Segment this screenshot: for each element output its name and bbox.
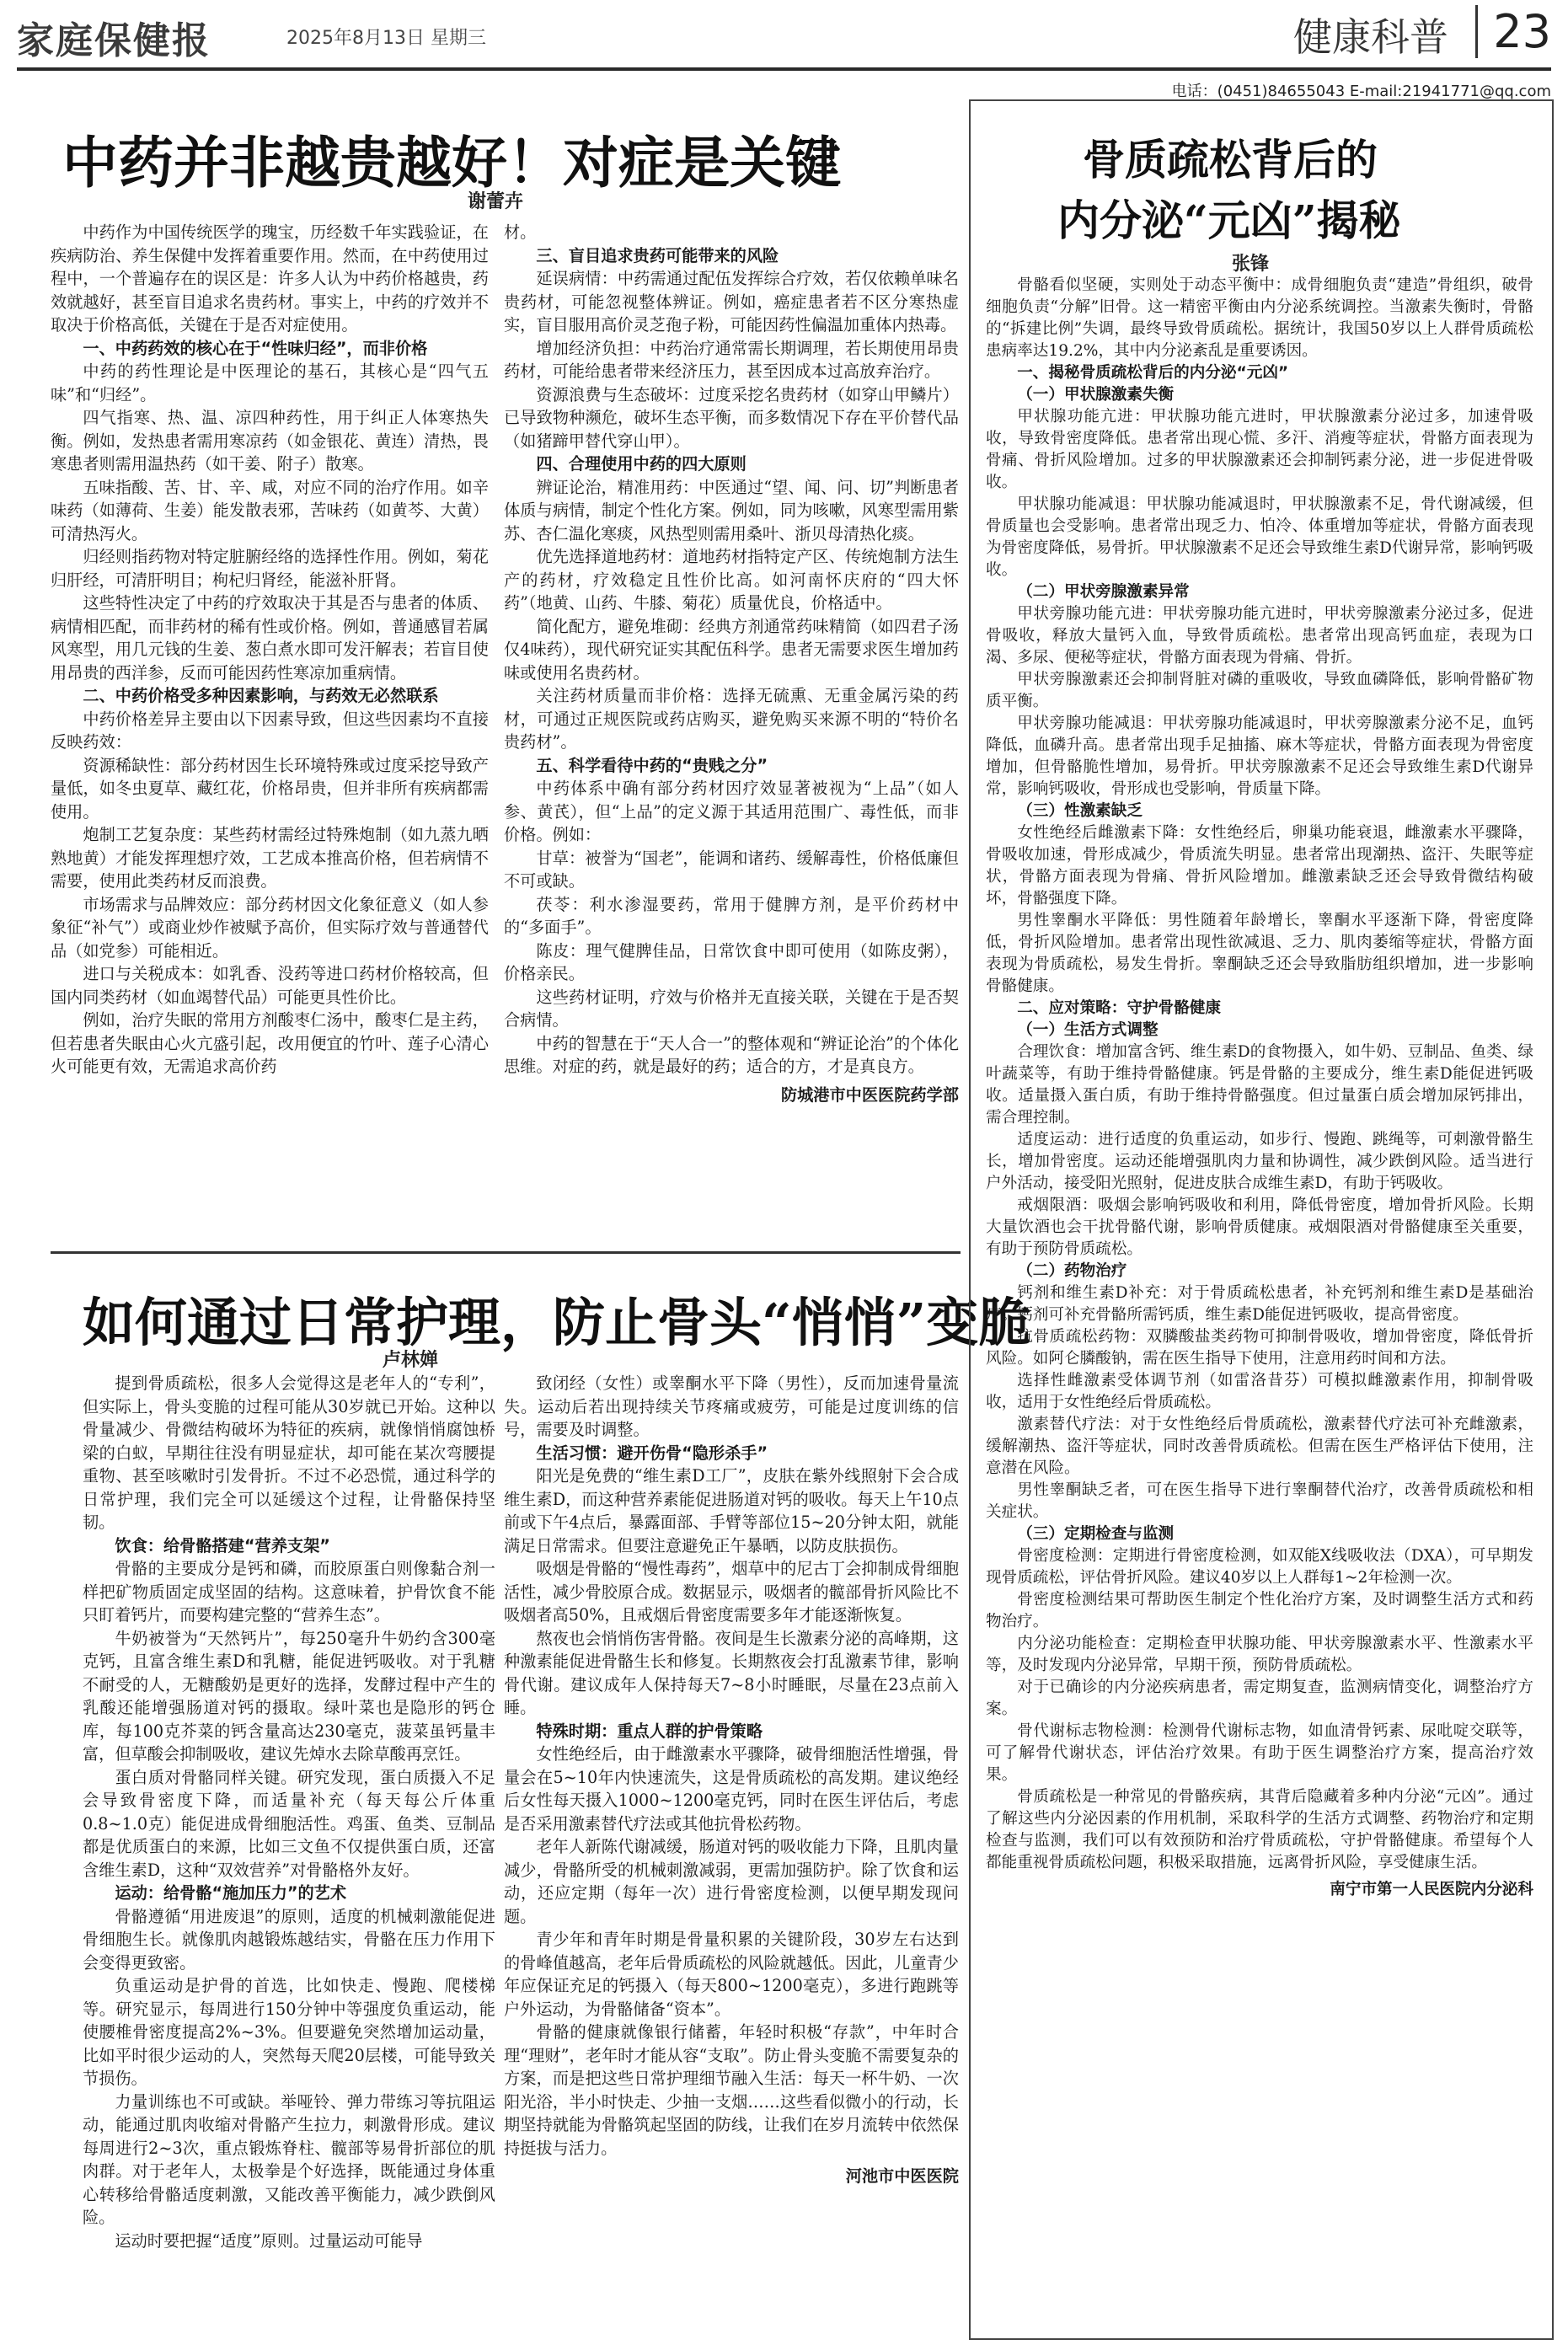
- subsection-heading: （一）甲状腺激素失衡: [1017, 386, 1175, 404]
- article1-column-1: [51, 221, 489, 1240]
- body-paragraph: 男性睾酮水平降低：男性随着年龄增长，睾酮水平逐渐下降，骨密度降低，骨折风险增加。患者常出现性欲减退、乏力、肌肉萎缩等症状，骨骼方面表现为骨质疏松，易发生骨折。睾酮缺乏还会导致脂肪组织增加，进一步影响骨骼健康。: [986, 912, 1533, 995]
- article3-author: 张锋: [1232, 254, 1270, 275]
- body-paragraph: 骨密度检测：定期进行骨密度检测，如双能X线吸收法（DXA），可早期发现骨质疏松，评估骨折风险。建议40岁以上人群每1~2年检测一次。: [986, 1547, 1533, 1587]
- page-number: 23: [1475, 5, 1551, 58]
- article3-column: [986, 275, 1533, 2327]
- body-paragraph: 关注药材质量而非价格：选择无硫熏、无重金属污染的药材，可通过正规医院或药店购买，避免购买来源不明的“特价名贵药材”。: [504, 686, 959, 752]
- article3-title-line-1: 骨质疏松背后的: [1083, 135, 1378, 185]
- body-paragraph: 甲状旁腺功能亢进：甲状旁腺功能亢进时，甲状旁腺激素分泌过多，促进骨吸收，释放大量钙入血，导致骨质疏松。患者常出现高钙血症，表现为口渴、多尿、便秘等症状，骨骼方面表现为骨痛、骨折。: [986, 605, 1533, 667]
- section-name: 健康科普: [1293, 14, 1448, 60]
- article1-column-2: [504, 221, 959, 1240]
- body-paragraph: 市场需求与品牌效应：部分药材因文化象征意义（如人参象征“补气”）或商业炒作被赋予高价，但实际疗效与普通替代品（如党参）可能相近。: [51, 894, 489, 961]
- body-paragraph: 材。: [504, 222, 537, 242]
- body-paragraph: 甲状腺功能减退：甲状腺功能减退时，甲状腺激素不足，骨代谢减缓，但骨质量也会受影响。患者常出现乏力、怕冷、体重增加等症状，骨骼方面表现为骨密度降低，易骨折。甲状腺激素不足还会导致维生素D代谢异常，影响钙吸收。: [986, 495, 1533, 579]
- section-heading: 生活习惯：避开伤骨“隐形杀手”: [536, 1443, 768, 1463]
- body-paragraph: 甲状旁腺激素还会抑制肾脏对磷的重吸收，导致血磷降低，影响骨骼矿物质平衡。: [986, 671, 1533, 710]
- issue-date: 2025年8月13日 星期三: [286, 28, 486, 49]
- body-paragraph: 中药作为中国传统医学的瑰宝，历经数千年实践验证，在疾病防治、养生保健中发挥着重要作用。然而，在中药使用过程中，一个普遍存在的误区是：许多人认为中药价格越贵，药效就越好，甚至盲目追求名贵药材。事实上，中药的疗效并不取决于价格高低，关键在于是否对症使用。: [51, 222, 489, 335]
- section-heading: 三、盲目追求贵药可能带来的风险: [536, 245, 779, 265]
- author-affiliation: 南宁市第一人民医院内分泌科: [1330, 1881, 1533, 1898]
- body-paragraph: 女性绝经后，由于雌激素水平骤降，破骨细胞活性增强，骨量会在5~10年内快速流失，这是骨质疏松的高发期。建议绝经后女性每天摄入1000~1200毫克钙，同时在医生评估后，考虑是否采用激素替代疗法或其他抗骨松药物。: [504, 1744, 959, 1834]
- body-paragraph: 简化配方，避免堆砌：经典方剂通常药味精简（如四君子汤仅4味药），现代研究证实其配伍科学。患者无需要求医生增加药味或使用名贵药材。: [504, 616, 959, 683]
- body-paragraph: 延误病情：中药需通过配伍发挥综合疗效，若仅依赖单味名贵药材，可能忽视整体辨证。例如，癌症患者若不区分寒热虚实，盲目服用高价灵芝孢子粉，可能因药性偏温加重体内热毒。: [504, 269, 959, 335]
- article2-column-1: [83, 1372, 495, 2334]
- body-paragraph: 甲状腺功能亢进：甲状腺功能亢进时，甲状腺激素分泌过多，加速骨吸收，导致骨密度降低。患者常出现心慌、多汗、消瘦等症状，骨骼方面表现为骨痛、骨折风险增加。过多的甲状腺激素还会抑制钙素分泌，进一步促进骨吸收。: [986, 408, 1533, 491]
- section-heading: 一、揭秘骨质疏松背后的内分泌“元凶”: [1017, 364, 1289, 382]
- section-heading: 特殊时期：重点人群的护骨策略: [536, 1721, 763, 1741]
- section-heading: 运动：给骨骼“施加压力”的艺术: [115, 1883, 347, 1903]
- body-paragraph: 例如，治疗失眠的常用方剂酸枣仁汤中，酸枣仁是主药，但若患者失眠由心火亢盛引起，改用便宜的竹叶、莲子心清心火可能更有效，无需追求高价药: [51, 1010, 489, 1076]
- contact-info: 电话：(0451)84655043 E-mail:21941771@qq.com: [1171, 83, 1551, 100]
- body-paragraph: 吸烟是骨骼的“慢性毒药”，烟草中的尼古丁会抑制成骨细胞活性，减少骨胶原合成。数据显示，吸烟者的髋部骨折风险比不吸烟者高50%，且戒烟后骨密度需要多年才能逐渐恢复。: [504, 1559, 959, 1625]
- body-paragraph: 提到骨质疏松，很多人会觉得这是老年人的“专利”，但实际上，骨头变脆的过程可能从30岁就已开始。这种以骨量减少、骨微结构破坏为特征的疾病，就像悄悄腐蚀桥梁的白蚁，早期往往没有明显症状，却可能在某次弯腰提重物、甚至咳嗽时引发骨折。不过不必恐慌，通过科学的日常护理，我们完全可以延缓这个过程，让骨骼保持坚韧。: [83, 1373, 495, 1532]
- article2-title: 如何通过日常护理，防止骨头“悄悄”变脆: [83, 1292, 1031, 1353]
- body-paragraph: 女性绝经后雌激素下降：女性绝经后，卵巢功能衰退，雌激素水平骤降，骨吸收加速，骨形成减少，骨质流失明显。患者常出现潮热、盗汗、失眠等症状，骨骼方面表现为骨痛、骨折风险增加。雌激素缺乏还会导致骨微结构破坏，骨骼强度下降。: [986, 824, 1533, 907]
- body-paragraph: 激素替代疗法：对于女性绝经后骨质疏松，激素替代疗法可补充雌激素，缓解潮热、盗汗等症状，同时改善骨质疏松。但需在医生严格评估下使用，注意潜在风险。: [986, 1416, 1533, 1477]
- body-paragraph: 甲状旁腺功能减退：甲状旁腺功能减退时，甲状旁腺激素分泌不足，血钙降低，血磷升高。患者常出现手足抽搐、麻木等症状，骨骼方面表现为骨密度增加，但骨骼脆性增加，易骨折。甲状旁腺激素不足还会导致维生素D代谢异常，影响钙吸收，骨形成也受影响，骨质量下降。: [986, 715, 1533, 798]
- body-paragraph: 四气指寒、热、温、凉四种药性，用于纠正人体寒热失衡。例如，发热患者需用寒凉药（如金银花、黄连）清热，畏寒患者则需用温热药（如干姜、附子）散寒。: [51, 408, 489, 474]
- author-affiliation: 河池市中医医院: [845, 2166, 959, 2186]
- body-paragraph: 运动时要把握“适度”原则。过量运动可能导: [115, 2230, 423, 2251]
- subsection-heading: （一）生活方式调整: [1017, 1021, 1159, 1039]
- body-paragraph: 增加经济负担：中药治疗通常需长期调理，若长期使用昂贵药材，可能给患者带来经济压力，甚至因成本过高放弃治疗。: [504, 338, 959, 381]
- body-paragraph: 负重运动是护骨的首选，比如快走、慢跑、爬楼梯等。研究显示，每周进行150分钟中等强度负重运动，能使腰椎骨密度提高2%~3%。但要避免突然增加运动量，比如平时很少运动的人，突然每天爬20层楼，可能导致关节损伤。: [83, 1976, 495, 2088]
- subsection-heading: （二）甲状旁腺激素异常: [1017, 583, 1190, 601]
- body-paragraph: 资源浪费与生态破坏：过度采挖名贵药材（如穿山甲鳞片）已导致物种濒危，破坏生态平衡，而多数情况下存在平价替代品（如猪蹄甲替代穿山甲）。: [504, 384, 959, 451]
- body-paragraph: 炮制工艺复杂度：某些药材需经过特殊炮制（如九蒸九晒熟地黄）才能发挥理想疗效，工艺成本推高价格，但若病情不需要，使用此类药材反而浪费。: [51, 825, 489, 891]
- body-paragraph: 牛奶被誉为“天然钙片”，每250毫升牛奶约含300毫克钙，且富含维生素D和乳糖，能促进钙吸收。对于乳糖不耐受的人，无糖酸奶是更好的选择，发酵过程中产生的乳酸还能增强肠道对钙的摄取。绿叶菜也是隐形的钙仓库，每100克芥菜的钙含量高达230毫克，菠菜虽钙量丰富，但草酸会抑制吸收，建议先焯水去除草酸再烹饪。: [83, 1628, 495, 1764]
- body-paragraph: 陈皮：理气健脾佳品，日常饮食中即可使用（如陈皮粥），价格亲民。: [504, 940, 959, 983]
- body-paragraph: 钙剂和维生素D补充：对于骨质疏松患者，补充钙剂和维生素D是基础治疗。钙剂可补充骨骼所需钙质，维生素D能促进钙吸收，提高骨密度。: [986, 1284, 1533, 1324]
- newspaper-name: 家庭保健报: [17, 19, 211, 62]
- body-paragraph: 中药价格差异主要由以下因素导致，但这些因素均不直接反映药效：: [51, 709, 489, 752]
- article2-author: 卢林婵: [383, 1350, 439, 1371]
- masthead-rule: [17, 67, 1551, 71]
- body-paragraph: 对于已确诊的内分泌疾病患者，需定期复查，监测病情变化，调整治疗方案。: [986, 1678, 1533, 1718]
- section-heading: 二、应对策略：守护骨骼健康: [1017, 999, 1221, 1017]
- body-paragraph: 归经则指药物对特定脏腑经络的选择性作用。例如，菊花归肝经，可清肝明目；枸杞归肾经，能滋补肝肾。: [51, 547, 489, 590]
- masthead: [17, 0, 1551, 78]
- body-paragraph: 骨骼遵循“用进废退”的原则，适度的机械刺激能促进骨细胞生长。就像肌肉越锻炼越结实，骨骼在压力作用下会变得更致密。: [83, 1906, 495, 1973]
- body-paragraph: 骨骼看似坚硬，实则处于动态平衡中：成骨细胞负责“建造”骨组织，破骨细胞负责“分解”旧骨。这一精密平衡由内分泌系统调控。当激素失衡时，骨骼的“拆建比例”失调，最终导致骨质疏松。据统计，我国50岁以上人群骨质疏松患病率达19.2%，其中内分泌紊乱是重要诱因。: [986, 276, 1533, 360]
- body-paragraph: 中药体系中确有部分药材因疗效显著被视为“上品”（如人参、黄芪），但“上品”的定义源于其适用范围广、毒性低，而非价格。例如：: [504, 779, 959, 844]
- body-paragraph: 青少年和青年时期是骨量积累的关键阶段，30岁左右达到的骨峰值越高，老年后骨质疏松的风险就越低。因此，儿童青少年应保证充足的钙摄入（每天800~1200毫克），多进行跑跳等户外运动，为骨骼储备“资本”。: [504, 1930, 959, 2019]
- article1-author: 谢蕾卉: [468, 191, 524, 212]
- article3-title-line-2: 内分泌“元凶”揭秘: [1057, 195, 1401, 245]
- body-paragraph: 骨质疏松是一种常见的骨骼疾病，其背后隐藏着多种内分泌“元凶”。通过了解这些内分泌因素的作用机制，采取科学的生活方式调整、药物治疗和定期检查与监测，我们可以有效预防和治疗骨质疏松，守护骨骼健康。希望每个人都能重视骨质疏松问题，积极采取措施，远离骨折风险，享受健康生活。: [986, 1788, 1533, 1871]
- body-paragraph: 骨密度检测结果可帮助医生制定个性化治疗方案，及时调整生活方式和药物治疗。: [986, 1591, 1533, 1630]
- body-paragraph: 骨骼的主要成分是钙和磷，而胶原蛋白则像黏合剂一样把矿物质固定成坚固的结构。这意味着，护骨饮食不能只盯着钙片，而要构建完整的“营养生态”。: [83, 1559, 495, 1625]
- subsection-heading: （二）药物治疗: [1017, 1262, 1127, 1280]
- section-heading: 一、中药药效的核心在于“性味归经”，而非价格: [83, 338, 428, 358]
- article-divider: [51, 1251, 961, 1254]
- section-heading: 饮食：给骨骼搭建“营养支架”: [115, 1535, 330, 1555]
- body-paragraph: 优先选择道地药材：道地药材指特定产区、传统炮制方法生产的药材，疗效稳定且性价比高。如河南怀庆府的“四大怀药”（地黄、山药、牛膝、菊花）质量优良，价格适中。: [504, 547, 959, 613]
- body-paragraph: 这些药材证明，疗效与价格并无直接关联，关键在于是否契合病情。: [504, 987, 959, 1030]
- section-heading: 五、科学看待中药的“贵贱之分”: [536, 755, 768, 775]
- body-paragraph: 五味指酸、苦、甘、辛、咸，对应不同的治疗作用。如辛味药（如薄荷、生姜）能发散表邪，苦味药（如黄芩、大黄）可清热泻火。: [51, 477, 489, 543]
- body-paragraph: 辨证论治，精准用药：中医通过“望、闻、问、切”判断患者体质与病情，制定个性化方案。例如，同为咳嗽，风寒型需用紫苏、杏仁温化寒痰，风热型则需用桑叶、浙贝母清热化痰。: [504, 477, 959, 543]
- article2-column-2: [504, 1372, 959, 2334]
- author-affiliation: 防城港市中医医院药学部: [780, 1084, 959, 1105]
- body-paragraph: 骨骼的健康就像银行储蓄，年轻时积极“存款”，中年时合理“理财”，老年时才能从容“支取”。防止骨头变脆不需要复杂的方案，而是把这些日常护理细节融入生活：每天一杯牛奶、一次阳光浴，半小时快走、少抽一支烟……这些看似微小的行动，长期坚持就能为骨骼筑起坚固的防线，让我们在岁月流转中依然保持挺拔与活力。: [504, 2022, 959, 2158]
- body-paragraph: 老年人新陈代谢减缓，肠道对钙的吸收能力下降，且肌肉量减少，骨骼所受的机械刺激减弱，更需加强防护。除了饮食和运动，还应定期（每年一次）进行骨密度检测，以便早期发现问题。: [504, 1837, 959, 1926]
- body-paragraph: 适度运动：进行适度的负重运动，如步行、慢跑、跳绳等，可刺激骨骼生长，增加骨密度。运动还能增强肌肉力量和协调性，减少跌倒风险。适当进行户外活动，接受阳光照射，促进皮肤合成维生素D，有助于钙吸收。: [986, 1131, 1533, 1192]
- body-paragraph: 这些特性决定了中药的疗效取决于其是否与患者的体质、病情相匹配，而非药材的稀有性或价格。例如，普通感冒若属风寒型，用几元钱的生姜、葱白煮水即可发汗解表；若盲目使用昂贵的西洋参，反而可能因药性寒凉加重病情。: [51, 593, 489, 683]
- body-paragraph: 骨代谢标志物检测：检测骨代谢标志物，如血清骨钙素、尿吡啶交联等，可了解骨代谢状态，评估治疗效果。有助于医生调整治疗方案，提高治疗效果。: [986, 1722, 1533, 1784]
- body-paragraph: 抗骨质疏松药物：双膦酸盐类药物可抑制骨吸收，增加骨密度，降低骨折风险。如阿仑膦酸钠，需在医生指导下使用，注意用药时间和方法。: [986, 1328, 1533, 1368]
- subsection-heading: （三）定期检查与监测: [1017, 1525, 1175, 1543]
- subsection-heading: （三）性激素缺乏: [1017, 802, 1143, 820]
- body-paragraph: 熬夜也会悄悄伤害骨骼。夜间是生长激素分泌的高峰期，这种激素能促进骨骼生长和修复。长期熬夜会打乱激素节律，影响骨代谢。建议成年人保持每天7~8小时睡眠，尽量在23点前入睡。: [504, 1628, 959, 1717]
- section-heading: 二、中药价格受多种因素影响，与药效无必然联系: [83, 686, 439, 705]
- body-paragraph: 中药的智慧在于“天人合一”的整体观和“辨证论治”的个体化思维。对症的药，就是最好的药；适合的方，才是真良方。: [504, 1033, 959, 1076]
- body-paragraph: 进口与关税成本：如乳香、没药等进口药材价格较高，但国内同类药材（如血竭替代品）可能更具性价比。: [51, 964, 489, 1007]
- body-paragraph: 戒烟限酒：吸烟会影响钙吸收和利用，降低骨密度，增加骨折风险。长期大量饮酒也会干扰骨骼代谢，影响骨质健康。戒烟限酒对骨骼健康至关重要，有助于预防骨质疏松。: [986, 1197, 1533, 1258]
- body-paragraph: 男性睾酮缺乏者，可在医生指导下进行睾酮替代治疗，改善骨质疏松和相关症状。: [986, 1481, 1533, 1521]
- body-paragraph: 内分泌功能检查：定期检查甲状腺功能、甲状旁腺激素水平、性激素水平等，及时发现内分泌异常，早期干预，预防骨质疏松。: [986, 1635, 1533, 1674]
- body-paragraph: 蛋白质对骨骼同样关键。研究发现，蛋白质摄入不足会导致骨密度下降，而适量补充（每天每公斤体重0.8~1.0克）能促进成骨细胞活性。鸡蛋、鱼类、豆制品都是优质蛋白的来源，比如三文鱼不仅提供蛋白质，还富含维生素D，这种“双效营养”对骨骼格外友好。: [83, 1767, 495, 1880]
- body-paragraph: 致闭经（女性）或睾酮水平下降（男性），反而加速骨量流失。运动后若出现持续关节疼痛或疲劳，可能是过度训练的信号，需要及时调整。: [504, 1373, 959, 1439]
- section-heading: 四、合理使用中药的四大原则: [536, 454, 747, 474]
- body-paragraph: 中药的药性理论是中医理论的基石，其核心是“四气五味”和“归经”。: [51, 361, 489, 404]
- body-paragraph: 选择性雌激素受体调节剂（如雷洛昔芬）可模拟雌激素作用，抑制骨吸收，适用于女性绝经后骨质疏松。: [986, 1372, 1533, 1411]
- article1-title: 中药并非越贵越好！对症是关键: [62, 130, 841, 195]
- body-paragraph: 资源稀缺性：部分药材因生长环境特殊或过度采挖导致产量低，如冬虫夏草、藏红花，价格昂贵，但并非所有疾病都需使用。: [51, 755, 489, 822]
- body-paragraph: 茯苓：利水渗湿要药，常用于健脾方剂，是平价药材中的“多面手”。: [504, 894, 959, 937]
- body-paragraph: 合理饮食：增加富含钙、维生素D的食物摄入，如牛奶、豆制品、鱼类、绿叶蔬菜等，有助于维持骨骼健康。钙是骨骼的主要成分，维生素D能促进钙吸收。适量摄入蛋白质，有助于维持骨骼强度。但过量蛋白质会增加尿钙排出，需合理控制。: [986, 1043, 1533, 1127]
- body-paragraph: 阳光是免费的“维生素D工厂”，皮肤在紫外线照射下会合成维生素D，而这种营养素能促进肠道对钙的吸收。每天上午10点前或下午4点后，暴露面部、手臂等部位15~20分钟太阳，就能满足日常需求。但要注意避免正午暴晒，以防皮肤损伤。: [504, 1466, 959, 1555]
- body-paragraph: 力量训练也不可或缺。举哑铃、弹力带练习等抗阻运动，能通过肌肉收缩对骨骼产生拉力，刺激骨形成。建议每周进行2~3次，重点锻炼脊柱、髋部等易骨折部位的肌肉群。对于老年人，太极拳是个好选择，既能通过身体重心转移给骨骼适度刺激，又能改善平衡能力，减少跌倒风险。: [83, 2091, 495, 2227]
- body-paragraph: 甘草：被誉为“国老”，能调和诸药、缓解毒性，价格低廉但不可或缺。: [504, 848, 959, 891]
